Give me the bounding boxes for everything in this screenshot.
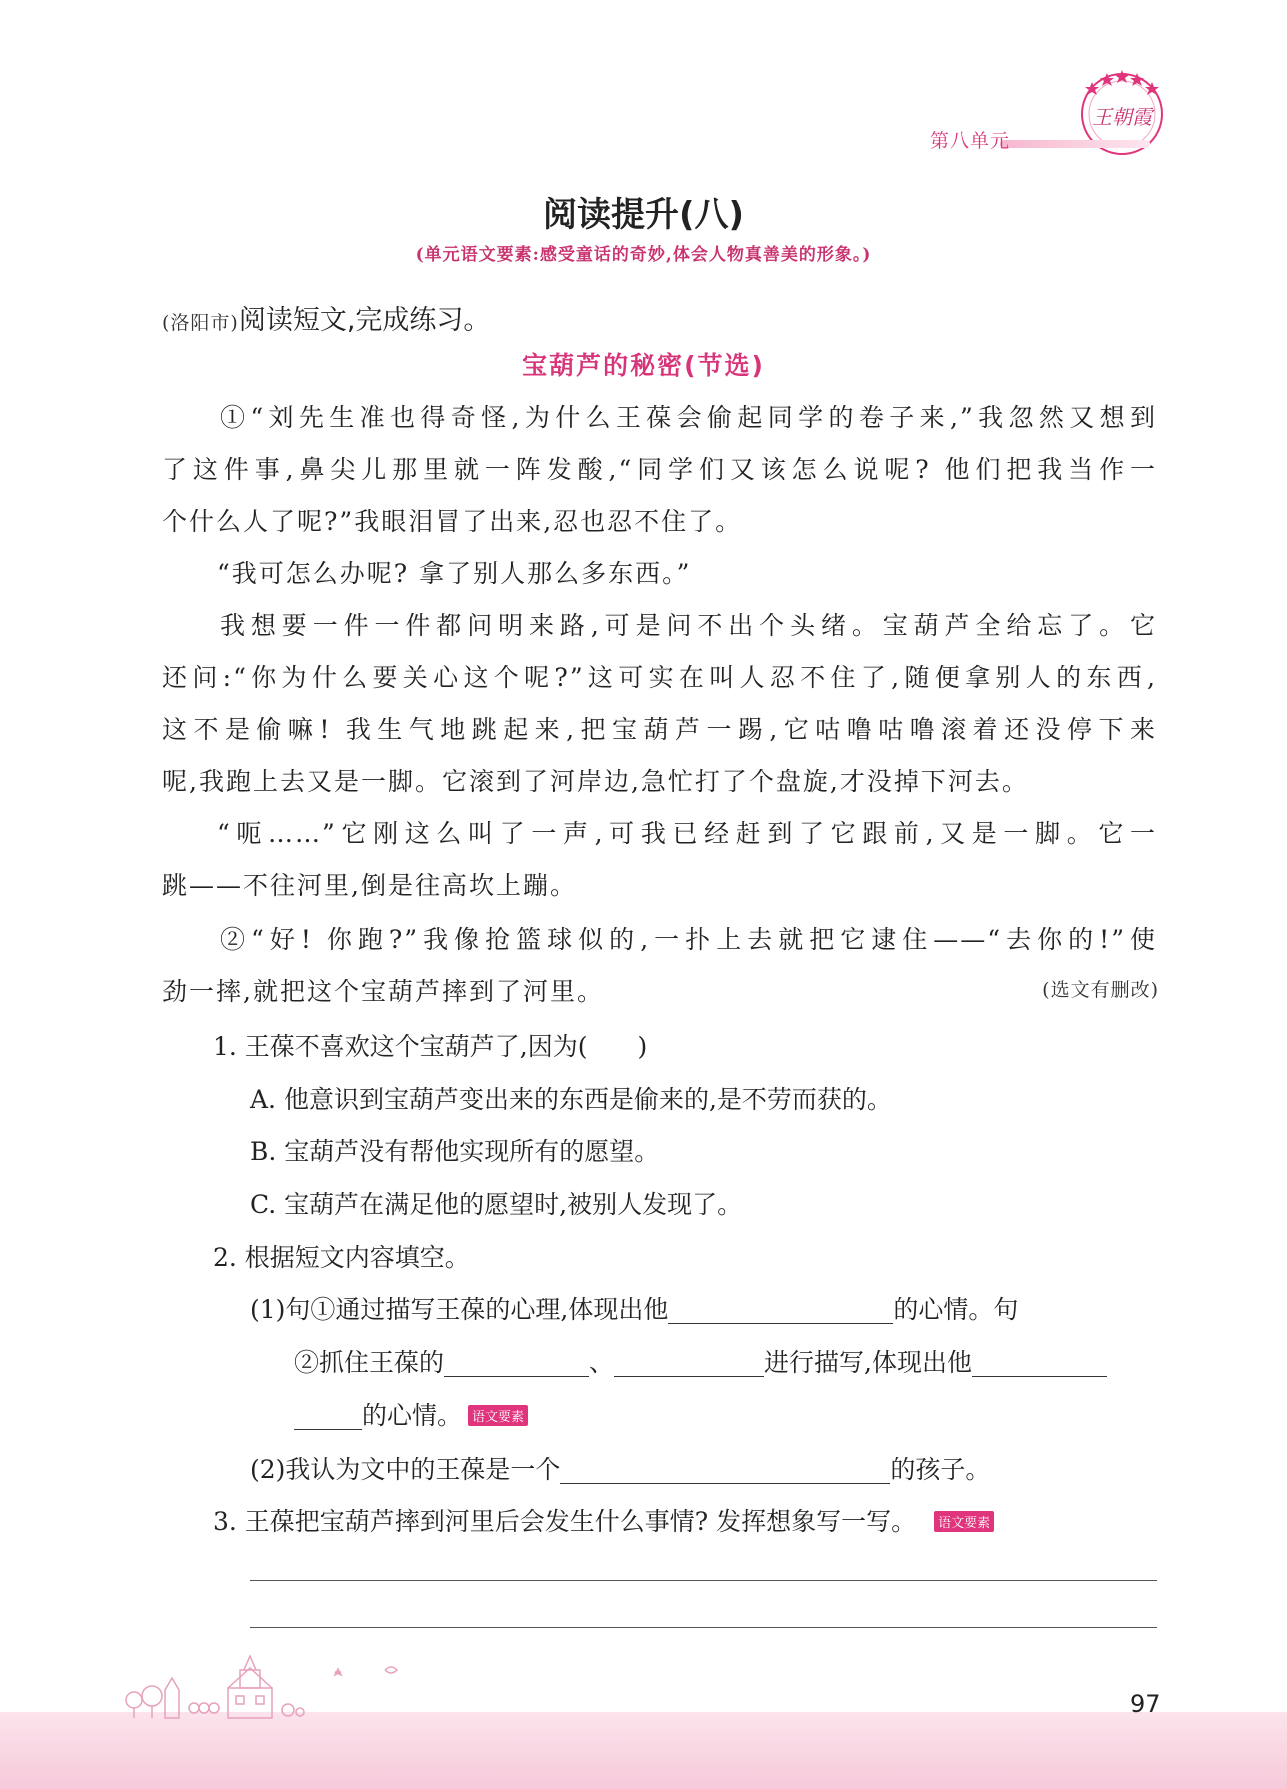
fill-blank-character[interactable] [560, 1458, 890, 1484]
passage-line: 我想要一件一件都问明来路,可是问不出个头绪。宝葫芦全给忘了。它 [220, 611, 1157, 640]
passage-line: 了这件事,鼻尖儿那里就一阵发酸,“同学们又该怎么说呢? 他们把我当作一 [162, 455, 1157, 484]
underlined-sentence-1-end: 了这件事,鼻尖儿那里就一阵发酸, [162, 455, 619, 484]
passage-line: 还问:“你为什么要关心这个呢?”这可实在叫人忍不住了,随便拿别人的东西, [162, 663, 1157, 692]
passage-line: 跳——不往河里,倒是往高坎上蹦。 [162, 871, 577, 900]
question-3 [213, 1502, 994, 1538]
unit-element-note: (单元语文要素:感受童话的奇妙,体会人物真善美的形象。) [415, 245, 872, 265]
question-3-stem: 3. 王葆把宝葫芦摔到河里后会发生什么事情? 发挥想象写一写。 [213, 1507, 917, 1536]
fill-blank-mood-2-cont[interactable] [294, 1404, 362, 1430]
answer-paren-blank[interactable] [588, 1036, 638, 1061]
option-c[interactable]: C. 宝葫芦在满足他的愿望时,被别人发现了。 [250, 1190, 743, 1219]
underlined-sentence-2-end: 劲一摔,就把这个宝葫芦摔到了河里。 [162, 977, 604, 1006]
page-number: 97 [1130, 1690, 1161, 1718]
underlined-sentence-1: ①“刘先生准也得奇怪,为什么王葆会偷起同学的卷子来,”我忽然又想到 [220, 403, 1157, 432]
answer-line[interactable] [250, 1580, 1157, 1581]
question-2-stem: 2. 根据短文内容填空。 [213, 1243, 470, 1272]
passage-line [162, 398, 1157, 434]
fill-blank-mood-2[interactable] [972, 1351, 1107, 1377]
instruction-text: 阅读短文,完成练习。 [238, 305, 491, 336]
passage-line: “我可怎么办呢? 拿了别人那么多东西。” [217, 559, 692, 588]
source-note: (选文有删改) [1042, 979, 1159, 1001]
unit-bar-decoration [1000, 140, 1150, 148]
fill-blank-mood-1[interactable] [668, 1298, 893, 1324]
question-2-part-1-cont: ②抓住王葆的 、 进行描写,体现出他 [294, 1343, 1107, 1379]
question-2-part-1: (1)句①通过描写王葆的心理,体现出他 的心情。句 [250, 1295, 1019, 1324]
passage-title: 宝葫芦的秘密(节选) [522, 351, 765, 380]
option-a[interactable]: A. 他意识到宝葫芦变出来的东西是偷来的,是不劳而获的。 [250, 1085, 892, 1114]
castle-trees-decoration [120, 1650, 420, 1720]
passage-line: “呃……”它刚这么叫了一声,可我已经赶到了它跟前,又是一脚。它一 [217, 819, 1157, 848]
instruction-row [162, 298, 490, 337]
question-1-stem: 1. 王葆不喜欢这个宝葫芦了,因为( [213, 1032, 588, 1061]
page-title: 阅读提升(八) [542, 195, 745, 235]
question-1: 1. 王葆不喜欢这个宝葫芦了,因为( ) [213, 1032, 648, 1061]
fill-blank-description-2[interactable] [614, 1351, 764, 1377]
instruction-source: (洛阳市) [162, 312, 239, 334]
logo-text: 王朝霞 [1092, 105, 1152, 129]
question-2-part-2: (2)我认为文中的王葆是一个 的孩子。 [250, 1455, 991, 1484]
yuwen-yaosu-tag: 语文要素 [934, 1511, 994, 1532]
unit-label: 第八单元 [930, 130, 1011, 152]
passage-line [162, 920, 1157, 956]
passage-line: 这不是偷嘛! 我生气地跳起来,把宝葫芦一踢,它咕噜咕噜滚着还没停下来 [162, 715, 1157, 744]
fill-blank-description-1[interactable] [444, 1351, 589, 1377]
question-2-part-1-end: 的心情。 语文要素 [294, 1396, 528, 1432]
passage-line: 呢,我跑上去又是一脚。它滚到了河岸边,急忙打了个盘旋,才没掉下河去。 [162, 767, 1029, 796]
passage-line [162, 972, 862, 1008]
option-b[interactable]: B. 宝葫芦没有帮他实现所有的愿望。 [250, 1137, 660, 1166]
yuwen-yaosu-tag: 语文要素 [468, 1405, 528, 1426]
underlined-sentence-2: ②“好! 你跑?”我像抢篮球似的,一扑上去就把它逮住——“去你的!”使 [220, 925, 1157, 954]
passage-line: 个什么人了呢?”我眼泪冒了出来,忍也忍不住了。 [162, 507, 743, 536]
footer-band [0, 1712, 1287, 1789]
answer-line[interactable] [250, 1627, 1157, 1628]
